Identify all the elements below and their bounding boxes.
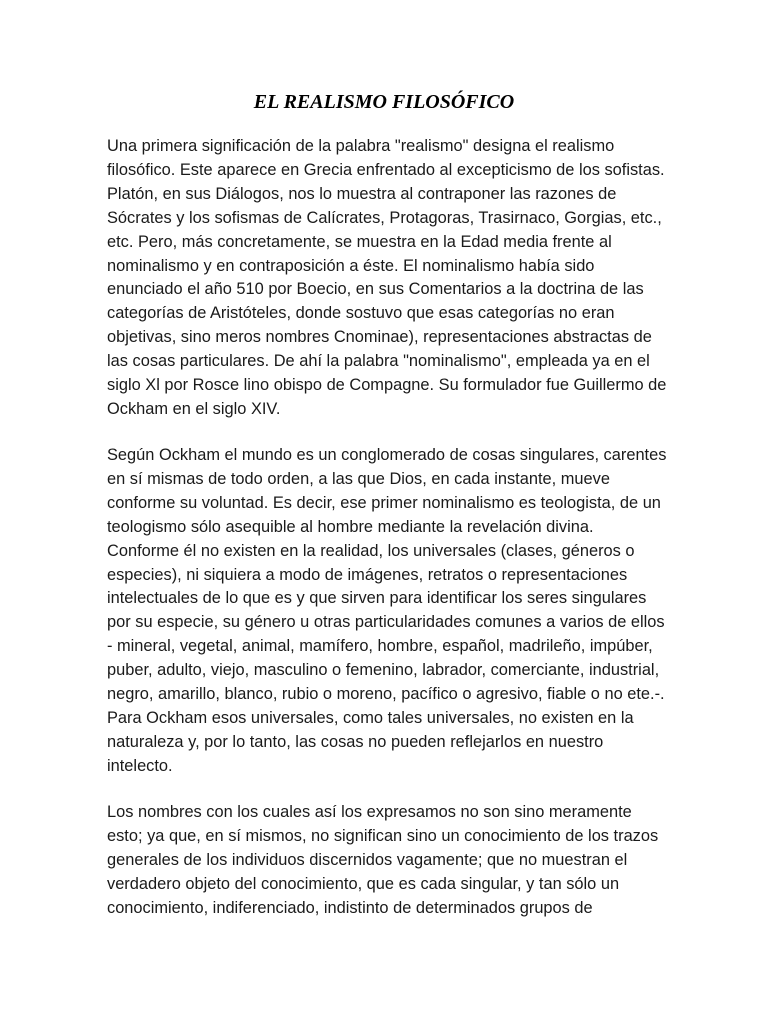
paragraph-3: Los nombres con los cuales así los expresamos no son sino meramente esto; ya que, en sí mismos, no significan sino un conocimiento de los trazos generales de los individuos discernidos vagamente; que no muestran el verdadero objeto del conocimiento, que es cada singular, y tan sólo un conocimiento, indiferenciado, indistinto de determinados grupos de	[107, 803, 659, 917]
paragraph-2: Según Ockham el mundo es un conglomerado de cosas singulares, carentes en sí mismas de todo orden, a las que Dios, en cada instante, mueve conforme su voluntad. Es decir, ese primer nominalismo es teologista, de un teologismo sólo asequible al hombre mediante la revelación divina. Conforme él no existen en la realidad, los universales (clases, géneros o especies), ni siquiera a modo de imágenes, retratos o representaciones intelectuales de lo que es y que sirven para identificar los seres singulares por su especie, su género u otras particularidades comunes a varios de ellos - mineral, vegetal, animal, mamífero, hombre, español, madrileño, impúber, puber, adulto, viejo, masculino o femenino, labrador, comerciante, industrial, negro, amarillo, blanco, rubio o moreno, pacífico o agresivo, fiable o no ete.-. Para Ockham esos universales, como tales universales, no existen en la naturaleza y, por lo tanto, las cosas no pueden reflejarlos en nuestro intelecto.	[107, 446, 667, 775]
paragraph-1: Una primera significación de la palabra "realismo" designa el realismo filosófico. Este aparece en Grecia enfrentado al excepticismo de los sofistas. Platón, en sus Diálogos, nos lo muestra al contraponer las razones de Sócrates y los sofismas de Calícrates, Protagoras, Trasirnaco, Gorgias, etc., etc. Pero, más concretamente, se muestra en la Edad media frente al nominalismo y en contraposición a éste. El nominalismo había sido enunciado el año 510 por Boecio, en sus Comentarios a la doctrina de las categorías de Aristóteles, donde sostuvo que esas categorías no eran objetivas, sino meros nombres Cnominae), representaciones abstractas de las cosas particulares. De ahí la palabra "nominalismo", empleada ya en el siglo Xl por Rosce lino obispo de Compagne. Su formulador fue Guillermo de Ockham en el siglo XIV.	[107, 137, 667, 418]
document-title: EL REALISMO FILOSÓFICO	[253, 91, 515, 113]
